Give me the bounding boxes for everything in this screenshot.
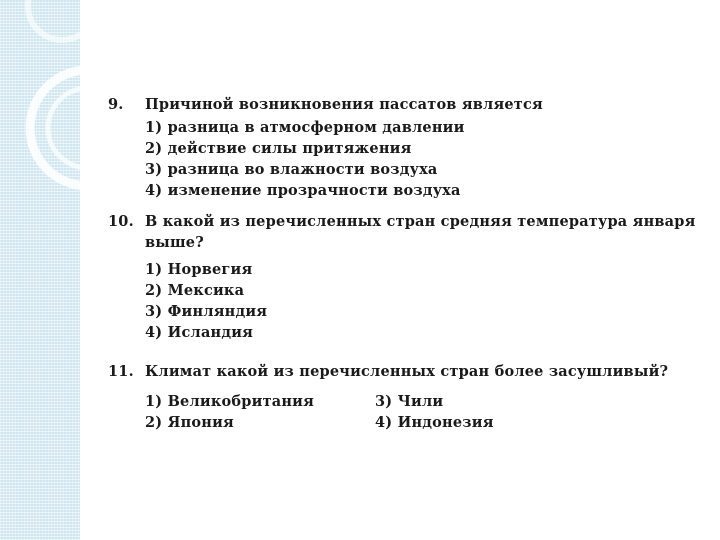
answer-option: 4) Исландия [145, 324, 254, 341]
answer-option: 1) разница в атмосферном давлении [145, 119, 465, 136]
question-11 [108, 361, 708, 433]
answer-option: 4) изменение прозрачности воздуха [145, 182, 461, 199]
answer-option: 2) Мексика [145, 282, 245, 299]
question-number: 11. [108, 363, 134, 380]
question-9 [108, 94, 708, 201]
answer-option: 2) действие силы притяжения [145, 140, 412, 157]
test-questions [108, 94, 708, 433]
question-text: В какой из перечисленных стран средняя температура января выше? [145, 213, 696, 251]
question-10 [108, 211, 708, 343]
answer-option: 1) Великобритания [145, 393, 315, 410]
answer-option: 2) Япония [145, 414, 234, 431]
decorative-sidebar [0, 0, 80, 540]
answer-option: 3) Финляндия [145, 303, 268, 320]
answer-options-grid [145, 391, 708, 433]
answer-option: 3) разница во влажности воздуха [145, 161, 438, 178]
answer-option: 1) Норвегия [145, 261, 253, 278]
question-number: 10. [108, 213, 134, 230]
question-text: Причиной возникновения пассатов является [145, 96, 543, 113]
answer-option: 4) Индонезия [375, 414, 494, 431]
question-number: 9. [108, 96, 124, 113]
sidebar-arcs-decoration [0, 0, 80, 540]
answer-option: 3) Чили [375, 393, 444, 410]
question-text: Климат какой из перечисленных стран более засушливый? [145, 363, 669, 380]
